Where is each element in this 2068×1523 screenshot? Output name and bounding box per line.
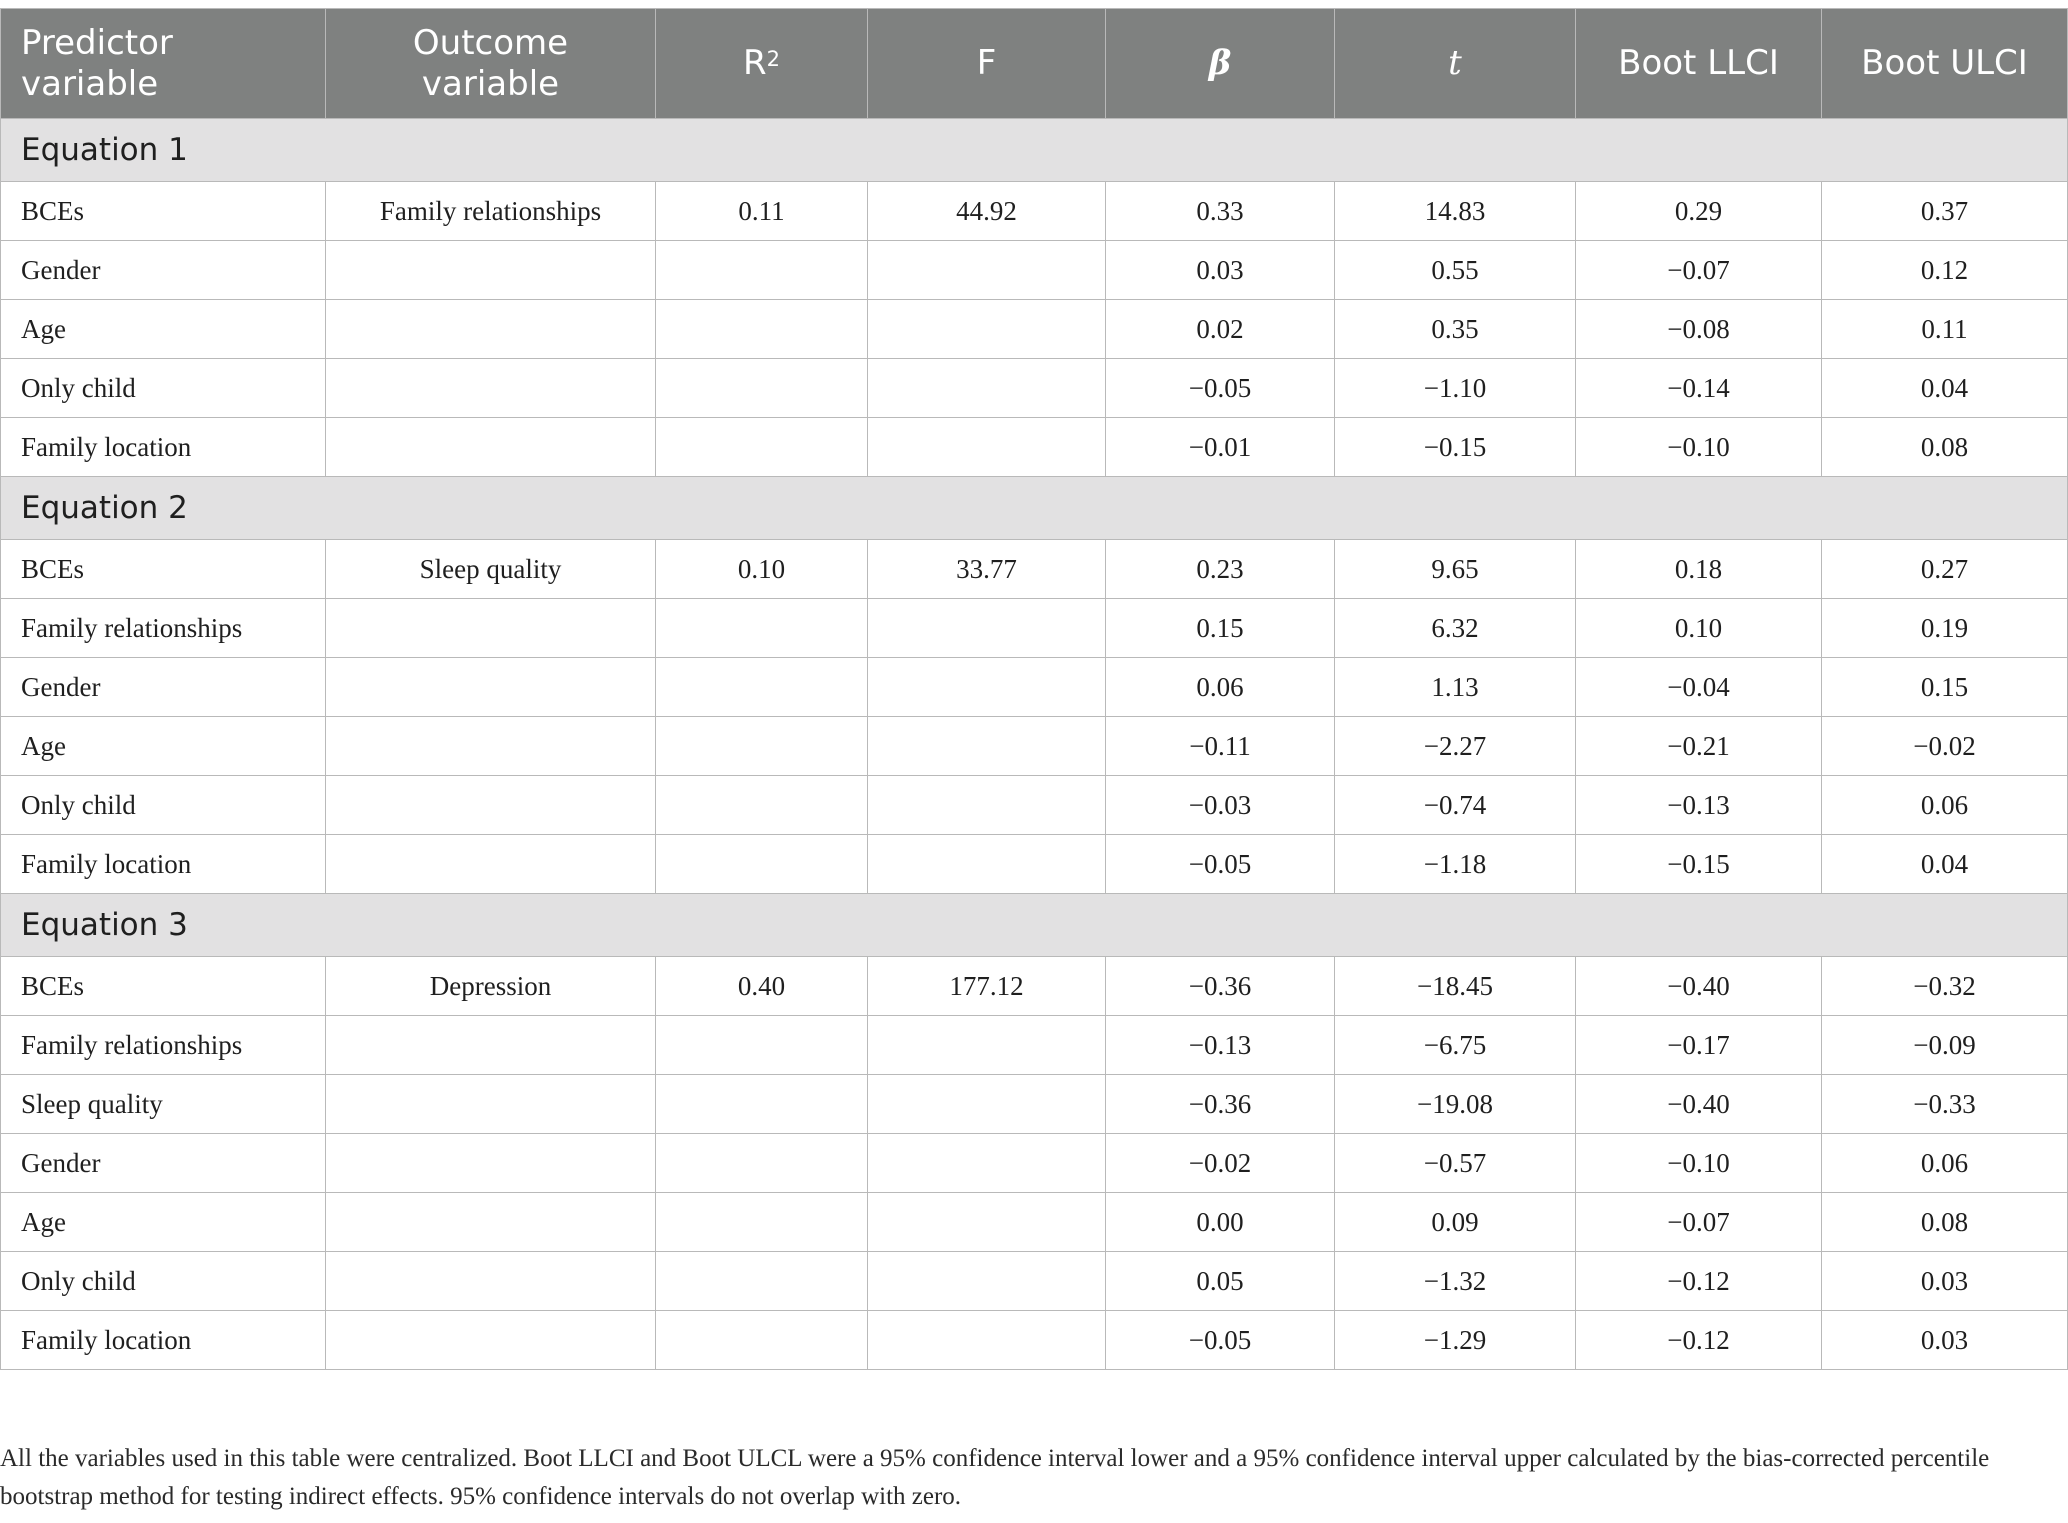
cell-predictor: Family relationships	[1, 599, 326, 658]
cell-f	[868, 1134, 1106, 1193]
cell-llci: −0.10	[1576, 1134, 1822, 1193]
cell-ulci: −0.33	[1822, 1075, 2068, 1134]
table-row	[1, 1252, 2068, 1311]
header-r-squared	[656, 9, 868, 119]
cell-predictor: Family location	[1, 835, 326, 894]
header-f: F	[868, 9, 1106, 119]
cell-r2	[656, 300, 868, 359]
cell-predictor: BCEs	[1, 957, 326, 1016]
cell-outcome	[326, 418, 656, 477]
cell-beta: 0.00	[1106, 1193, 1335, 1252]
cell-ulci: 0.12	[1822, 241, 2068, 300]
cell-llci: −0.04	[1576, 658, 1822, 717]
cell-r2	[656, 717, 868, 776]
cell-t: 9.65	[1335, 540, 1576, 599]
cell-beta: −0.11	[1106, 717, 1335, 776]
cell-beta: −0.13	[1106, 1016, 1335, 1075]
cell-r2	[656, 359, 868, 418]
cell-predictor: Only child	[1, 1252, 326, 1311]
header-r2-superscript: 2	[766, 47, 780, 71]
cell-predictor: BCEs	[1, 182, 326, 241]
cell-r2	[656, 776, 868, 835]
cell-ulci: 0.06	[1822, 776, 2068, 835]
cell-predictor: Age	[1, 1193, 326, 1252]
table-body	[1, 119, 2068, 1370]
cell-beta: 0.05	[1106, 1252, 1335, 1311]
cell-beta: −0.01	[1106, 418, 1335, 477]
cell-t: −1.32	[1335, 1252, 1576, 1311]
cell-ulci: 0.11	[1822, 300, 2068, 359]
cell-predictor: Gender	[1, 658, 326, 717]
header-row	[1, 9, 2068, 119]
cell-predictor: Age	[1, 717, 326, 776]
cell-r2	[656, 418, 868, 477]
cell-beta: −0.36	[1106, 1075, 1335, 1134]
cell-ulci: 0.03	[1822, 1252, 2068, 1311]
cell-beta: −0.36	[1106, 957, 1335, 1016]
cell-outcome	[326, 599, 656, 658]
cell-t: 0.35	[1335, 300, 1576, 359]
table-row	[1, 418, 2068, 477]
cell-ulci: 0.04	[1822, 835, 2068, 894]
table-row	[1, 1075, 2068, 1134]
cell-f	[868, 776, 1106, 835]
cell-t: −1.18	[1335, 835, 1576, 894]
cell-llci: −0.12	[1576, 1252, 1822, 1311]
cell-llci: −0.08	[1576, 300, 1822, 359]
cell-beta: 0.33	[1106, 182, 1335, 241]
table-row	[1, 1134, 2068, 1193]
cell-outcome	[326, 835, 656, 894]
cell-llci: −0.14	[1576, 359, 1822, 418]
cell-beta: −0.05	[1106, 1311, 1335, 1370]
cell-t: −0.57	[1335, 1134, 1576, 1193]
cell-t: 1.13	[1335, 658, 1576, 717]
cell-ulci: −0.32	[1822, 957, 2068, 1016]
cell-beta: 0.03	[1106, 241, 1335, 300]
cell-llci: −0.15	[1576, 835, 1822, 894]
cell-r2	[656, 241, 868, 300]
cell-f	[868, 1016, 1106, 1075]
cell-f	[868, 1075, 1106, 1134]
table-row	[1, 717, 2068, 776]
header-outcome: Outcome variable	[326, 9, 656, 119]
cell-t: 0.55	[1335, 241, 1576, 300]
cell-outcome	[326, 1075, 656, 1134]
cell-t: −19.08	[1335, 1075, 1576, 1134]
section-row	[1, 477, 2068, 540]
table-footnote: All the variables used in this table were centralized. Boot LLCI and Boot ULCL were a 95% confidence interval lower and a 95% confidence interval upper calculated by the bias-corrected percentile bootstrap method for testing indirect effects. 95% confidence intervals do not overlap with zero.	[0, 1445, 1990, 1510]
cell-f	[868, 835, 1106, 894]
cell-llci: −0.10	[1576, 418, 1822, 477]
header-predictor: Predictor variable	[1, 9, 326, 119]
cell-t: −1.29	[1335, 1311, 1576, 1370]
cell-llci: −0.07	[1576, 241, 1822, 300]
cell-f	[868, 1252, 1106, 1311]
cell-ulci: 0.15	[1822, 658, 2068, 717]
cell-predictor: Family location	[1, 418, 326, 477]
cell-predictor: Family location	[1, 1311, 326, 1370]
cell-f	[868, 1311, 1106, 1370]
table-row	[1, 776, 2068, 835]
cell-outcome	[326, 359, 656, 418]
cell-f	[868, 717, 1106, 776]
cell-beta: −0.02	[1106, 1134, 1335, 1193]
cell-outcome	[326, 1193, 656, 1252]
cell-r2	[656, 1075, 868, 1134]
cell-f	[868, 359, 1106, 418]
cell-ulci: 0.19	[1822, 599, 2068, 658]
cell-f: 33.77	[868, 540, 1106, 599]
cell-t: −0.15	[1335, 418, 1576, 477]
cell-outcome: Family relationships	[326, 182, 656, 241]
cell-f: 44.92	[868, 182, 1106, 241]
cell-beta: −0.05	[1106, 835, 1335, 894]
cell-ulci: 0.06	[1822, 1134, 2068, 1193]
cell-llci: −0.12	[1576, 1311, 1822, 1370]
cell-ulci: 0.08	[1822, 418, 2068, 477]
cell-llci: −0.13	[1576, 776, 1822, 835]
cell-llci: 0.18	[1576, 540, 1822, 599]
cell-predictor: Gender	[1, 241, 326, 300]
cell-beta: 0.06	[1106, 658, 1335, 717]
cell-ulci: 0.37	[1822, 182, 2068, 241]
cell-r2	[656, 1134, 868, 1193]
table-row	[1, 359, 2068, 418]
cell-ulci: 0.27	[1822, 540, 2068, 599]
cell-outcome	[326, 241, 656, 300]
table-row	[1, 1311, 2068, 1370]
cell-llci: −0.40	[1576, 957, 1822, 1016]
cell-r2: 0.11	[656, 182, 868, 241]
header-beta	[1106, 9, 1335, 119]
section-row	[1, 894, 2068, 957]
cell-t: 14.83	[1335, 182, 1576, 241]
cell-outcome	[326, 1311, 656, 1370]
cell-llci: 0.10	[1576, 599, 1822, 658]
cell-outcome	[326, 658, 656, 717]
cell-ulci: 0.03	[1822, 1311, 2068, 1370]
cell-t: −0.74	[1335, 776, 1576, 835]
table-row	[1, 540, 2068, 599]
cell-predictor: Age	[1, 300, 326, 359]
cell-r2	[656, 1311, 868, 1370]
table-row	[1, 300, 2068, 359]
cell-f: 177.12	[868, 957, 1106, 1016]
cell-t: 0.09	[1335, 1193, 1576, 1252]
cell-beta: 0.23	[1106, 540, 1335, 599]
section-title: Equation 2	[1, 477, 2068, 540]
cell-ulci: 0.08	[1822, 1193, 2068, 1252]
cell-outcome	[326, 1134, 656, 1193]
cell-beta: 0.15	[1106, 599, 1335, 658]
cell-outcome: Sleep quality	[326, 540, 656, 599]
cell-outcome	[326, 1016, 656, 1075]
cell-predictor: BCEs	[1, 540, 326, 599]
table-row	[1, 241, 2068, 300]
cell-f	[868, 599, 1106, 658]
cell-llci: −0.40	[1576, 1075, 1822, 1134]
cell-f	[868, 300, 1106, 359]
table-row	[1, 658, 2068, 717]
cell-outcome	[326, 776, 656, 835]
cell-predictor: Only child	[1, 359, 326, 418]
cell-t: −1.10	[1335, 359, 1576, 418]
cell-outcome	[326, 1252, 656, 1311]
header-boot-ulci: Boot ULCI	[1822, 9, 2068, 119]
cell-ulci: 0.04	[1822, 359, 2068, 418]
cell-t: −2.27	[1335, 717, 1576, 776]
cell-f	[868, 241, 1106, 300]
cell-llci: 0.29	[1576, 182, 1822, 241]
cell-r2	[656, 835, 868, 894]
cell-r2: 0.40	[656, 957, 868, 1016]
cell-t: −18.45	[1335, 957, 1576, 1016]
section-title: Equation 1	[1, 119, 2068, 182]
cell-r2	[656, 658, 868, 717]
header-r2-base: R	[743, 43, 767, 83]
header-boot-llci: Boot LLCI	[1576, 9, 1822, 119]
regression-table	[0, 8, 2068, 1370]
cell-r2: 0.10	[656, 540, 868, 599]
cell-predictor: Gender	[1, 1134, 326, 1193]
table-row	[1, 835, 2068, 894]
header-t	[1335, 9, 1576, 119]
table-row	[1, 1016, 2068, 1075]
cell-f	[868, 1193, 1106, 1252]
section-row	[1, 119, 2068, 182]
cell-beta: 0.02	[1106, 300, 1335, 359]
section-title: Equation 3	[1, 894, 2068, 957]
cell-predictor: Sleep quality	[1, 1075, 326, 1134]
cell-predictor: Only child	[1, 776, 326, 835]
cell-outcome	[326, 717, 656, 776]
header-t-symbol: t	[1448, 43, 1462, 83]
cell-r2	[656, 1016, 868, 1075]
cell-f	[868, 658, 1106, 717]
cell-r2	[656, 1252, 868, 1311]
cell-ulci: −0.02	[1822, 717, 2068, 776]
cell-llci: −0.07	[1576, 1193, 1822, 1252]
cell-predictor: Family relationships	[1, 1016, 326, 1075]
cell-f	[868, 418, 1106, 477]
table-row	[1, 1193, 2068, 1252]
table-header	[1, 9, 2068, 119]
table-row	[1, 182, 2068, 241]
cell-ulci: −0.09	[1822, 1016, 2068, 1075]
cell-t: −6.75	[1335, 1016, 1576, 1075]
header-beta-symbol: β	[1208, 43, 1232, 83]
cell-outcome: Depression	[326, 957, 656, 1016]
cell-r2	[656, 599, 868, 658]
cell-beta: −0.05	[1106, 359, 1335, 418]
cell-llci: −0.17	[1576, 1016, 1822, 1075]
cell-r2	[656, 1193, 868, 1252]
cell-outcome	[326, 300, 656, 359]
table-row	[1, 599, 2068, 658]
cell-t: 6.32	[1335, 599, 1576, 658]
table-row	[1, 957, 2068, 1016]
cell-beta: −0.03	[1106, 776, 1335, 835]
cell-llci: −0.21	[1576, 717, 1822, 776]
